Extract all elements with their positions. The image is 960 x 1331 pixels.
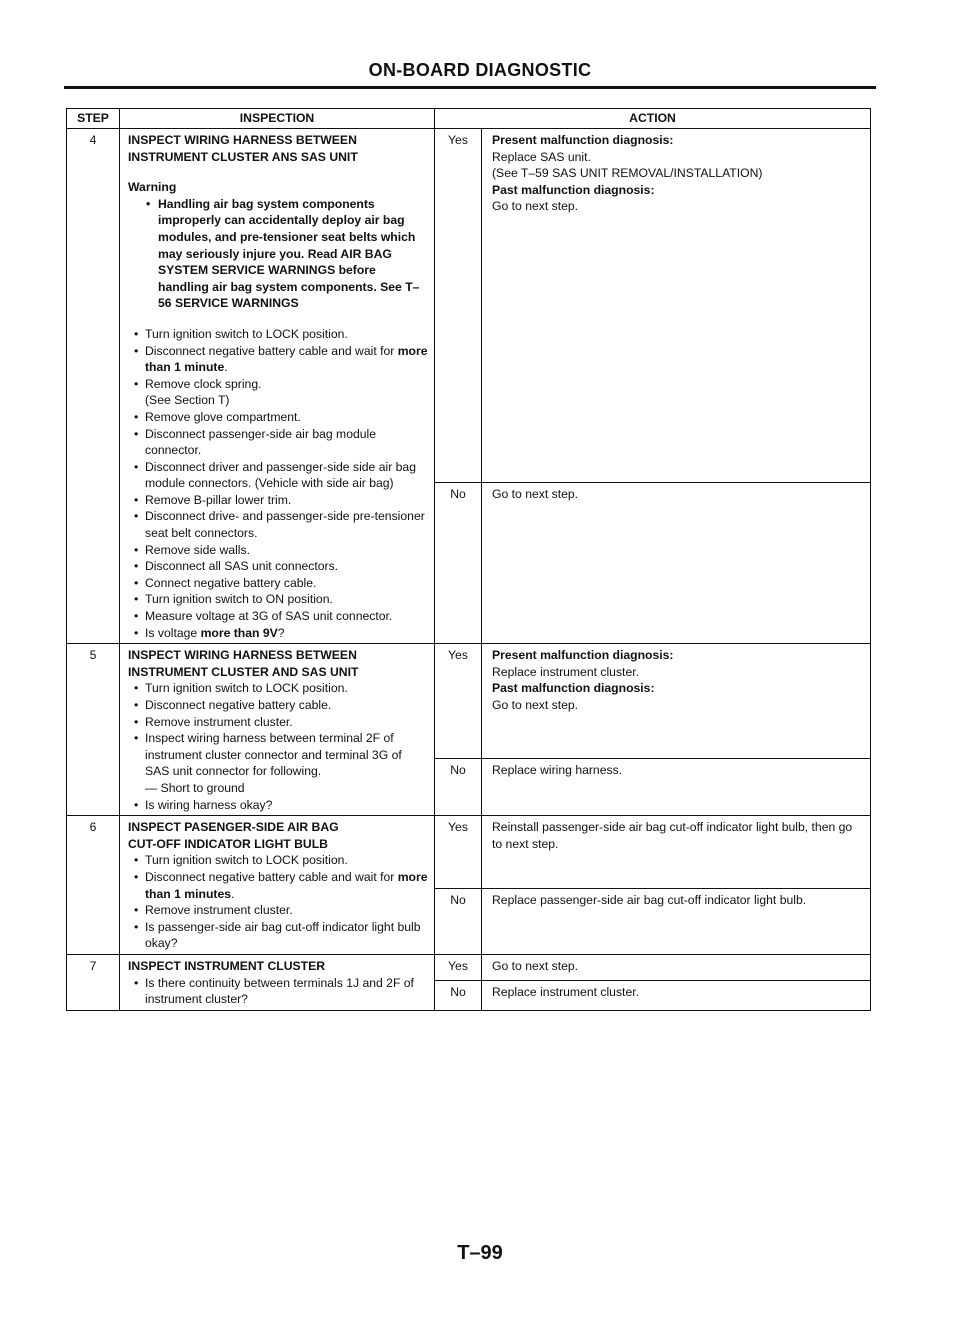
list-item-text: Disconnect negative battery cable and wait for xyxy=(145,343,398,358)
list-item: • Remove instrument cluster. xyxy=(128,714,428,731)
step-5-inspection xyxy=(120,644,435,816)
title-rule xyxy=(64,86,876,89)
list-item: • Connect negative battery cable. xyxy=(128,575,428,592)
step-7-yes-label: Yes xyxy=(435,954,482,980)
present-malfunction-text: Replace SAS unit. xyxy=(492,149,591,164)
diagnostic-table xyxy=(66,108,871,1011)
step-5-procedure-list xyxy=(128,680,428,813)
step-4-inspection xyxy=(120,129,435,644)
list-item: • Measure voltage at 3G of SAS unit connector. xyxy=(128,608,428,625)
list-item xyxy=(128,869,428,902)
step-7-no-action: Replace instrument cluster. xyxy=(482,980,871,1010)
step-6-yes-action: Reinstall passenger-side air bag cut-off indicator light bulb, then go to next step. xyxy=(482,816,871,889)
list-item: • Is passenger-side air bag cut-off indicator light bulb okay? xyxy=(128,919,428,952)
step-7-no-label: No xyxy=(435,980,482,1010)
step-4-warning-text: • Handling air bag system components improperly can accidentally deploy air bag modules, and pre-tensioner seat belts which may seriously injure you. Read AIR BAG SYSTEM SERVICE WARNINGS before handling air bag system components. See T–56 SERVICE WARNINGS xyxy=(140,196,428,312)
step-5-number: 5 xyxy=(67,644,120,816)
page-number: T–99 xyxy=(457,1242,503,1264)
step-4-no-label: No xyxy=(435,483,482,644)
step-4-yes-row xyxy=(67,129,871,483)
table-header-row xyxy=(67,109,871,129)
step-5-yes-action xyxy=(482,644,871,759)
list-item: • Disconnect drive- and passenger-side pre-tensioner seat belt connectors. xyxy=(128,508,428,541)
list-item: • Turn ignition switch to LOCK position. xyxy=(128,680,428,697)
step-5-yes-row xyxy=(67,644,871,759)
step-4-yes-label: Yes xyxy=(435,129,482,483)
step-7-number: 7 xyxy=(67,954,120,1010)
step-7-procedure-list xyxy=(128,975,428,1008)
present-malfunction-text: Replace instrument cluster. xyxy=(492,664,639,679)
list-item-emphasis: more than 1 minutes xyxy=(145,869,428,901)
list-item: • Turn ignition switch to ON position. xyxy=(128,591,428,608)
header-step: STEP xyxy=(67,109,120,129)
list-item: • Remove side walls. xyxy=(128,542,428,559)
list-item-emphasis: more than 9V xyxy=(200,625,278,640)
step-5-no-action: Replace wiring harness. xyxy=(482,759,871,816)
list-item-text: Inspect wiring harness between terminal 2F of instrument cluster connector and terminal 3G of SAS unit connector for following. xyxy=(145,731,402,779)
step-6-title-line-2: CUT-OFF INDICATOR LIGHT BULB xyxy=(128,836,328,851)
present-malfunction-label: Present malfunction diagnosis: xyxy=(492,133,674,147)
step-4-warning-label: Warning xyxy=(128,180,177,195)
list-item-emphasis: more than 1 minute xyxy=(145,343,428,375)
step-6-no-action: Replace passenger-side air bag cut-off indicator light bulb. xyxy=(482,889,871,955)
list-item: • Remove B-pillar lower trim. xyxy=(128,492,428,509)
step-6-number: 6 xyxy=(67,816,120,955)
list-item: • Remove glove compartment. xyxy=(128,409,428,426)
step-7-title-line-1: INSPECT INSTRUMENT CLUSTER xyxy=(128,958,326,973)
step-4-title-line-1: INSPECT WIRING HARNESS BETWEEN xyxy=(128,133,357,147)
list-item: • Disconnect driver and passenger-side side air bag module connectors. (Vehicle with side air bag) xyxy=(128,459,428,492)
step-5-title-line-2: INSTRUMENT CLUSTER AND SAS UNIT xyxy=(128,664,359,679)
step-4-warning-list xyxy=(128,196,428,312)
past-malfunction-text: Go to next step. xyxy=(492,698,579,712)
list-item-subnote: (See Section T) xyxy=(145,393,230,408)
past-malfunction-text: Go to next step. xyxy=(492,199,579,214)
list-item: • Disconnect passenger-side air bag module connector. xyxy=(128,426,428,459)
list-item xyxy=(128,625,428,642)
list-item-tail: . xyxy=(231,886,235,901)
list-item: • Is there continuity between terminals 1J and 2F of instrument cluster? xyxy=(128,975,428,1008)
list-item-tail: . xyxy=(224,360,228,375)
step-4-title-line-2: INSTRUMENT CLUSTER ANS SAS UNIT xyxy=(128,149,358,164)
list-item-subnote: — Short to ground xyxy=(145,780,245,795)
step-6-inspection xyxy=(120,816,435,955)
list-item: • Disconnect negative battery cable. xyxy=(128,697,428,714)
step-4-no-action: Go to next step. xyxy=(482,483,871,644)
page-title: ON-BOARD DIAGNOSTIC xyxy=(368,60,592,80)
present-malfunction-label: Present malfunction diagnosis: xyxy=(492,648,674,663)
step-6-no-label: No xyxy=(435,889,482,955)
step-7-yes-row xyxy=(67,954,871,980)
past-malfunction-label: Past malfunction diagnosis: xyxy=(492,681,655,696)
step-5-no-label: No xyxy=(435,759,482,816)
list-item: • Turn ignition switch to LOCK position. xyxy=(128,326,428,343)
step-4-procedure-list xyxy=(128,326,428,641)
step-6-yes-row xyxy=(67,816,871,889)
header-inspection: INSPECTION xyxy=(120,109,435,129)
step-7-inspection xyxy=(120,954,435,1010)
list-item-text: Remove clock spring. xyxy=(145,376,262,391)
step-6-title-line-1: INSPECT PASENGER-SIDE AIR BAG xyxy=(128,820,339,835)
list-item-text: Disconnect negative battery cable and wait for xyxy=(145,869,398,884)
present-malfunction-ref: (See T–59 SAS UNIT REMOVAL/INSTALLATION) xyxy=(492,166,763,181)
step-4-number: 4 xyxy=(67,129,120,644)
list-item: • Turn ignition switch to LOCK position. xyxy=(128,852,428,869)
list-item: • Disconnect all SAS unit connectors. xyxy=(128,558,428,575)
step-5-title-line-1: INSPECT WIRING HARNESS BETWEEN xyxy=(128,648,357,663)
list-item-text: Is voltage xyxy=(145,625,201,640)
step-6-procedure-list xyxy=(128,852,428,952)
step-7-yes-action: Go to next step. xyxy=(482,954,871,980)
list-item xyxy=(128,730,428,796)
list-item: • Remove instrument cluster. xyxy=(128,902,428,919)
step-4-yes-action xyxy=(482,129,871,483)
list-item xyxy=(128,376,428,409)
past-malfunction-label: Past malfunction diagnosis: xyxy=(492,182,655,197)
list-item xyxy=(128,343,428,376)
header-action: ACTION xyxy=(435,109,871,129)
list-item: • Is wiring harness okay? xyxy=(128,797,428,814)
list-item-tail: ? xyxy=(277,625,285,640)
step-5-yes-label: Yes xyxy=(435,644,482,759)
step-6-yes-label: Yes xyxy=(435,816,482,889)
